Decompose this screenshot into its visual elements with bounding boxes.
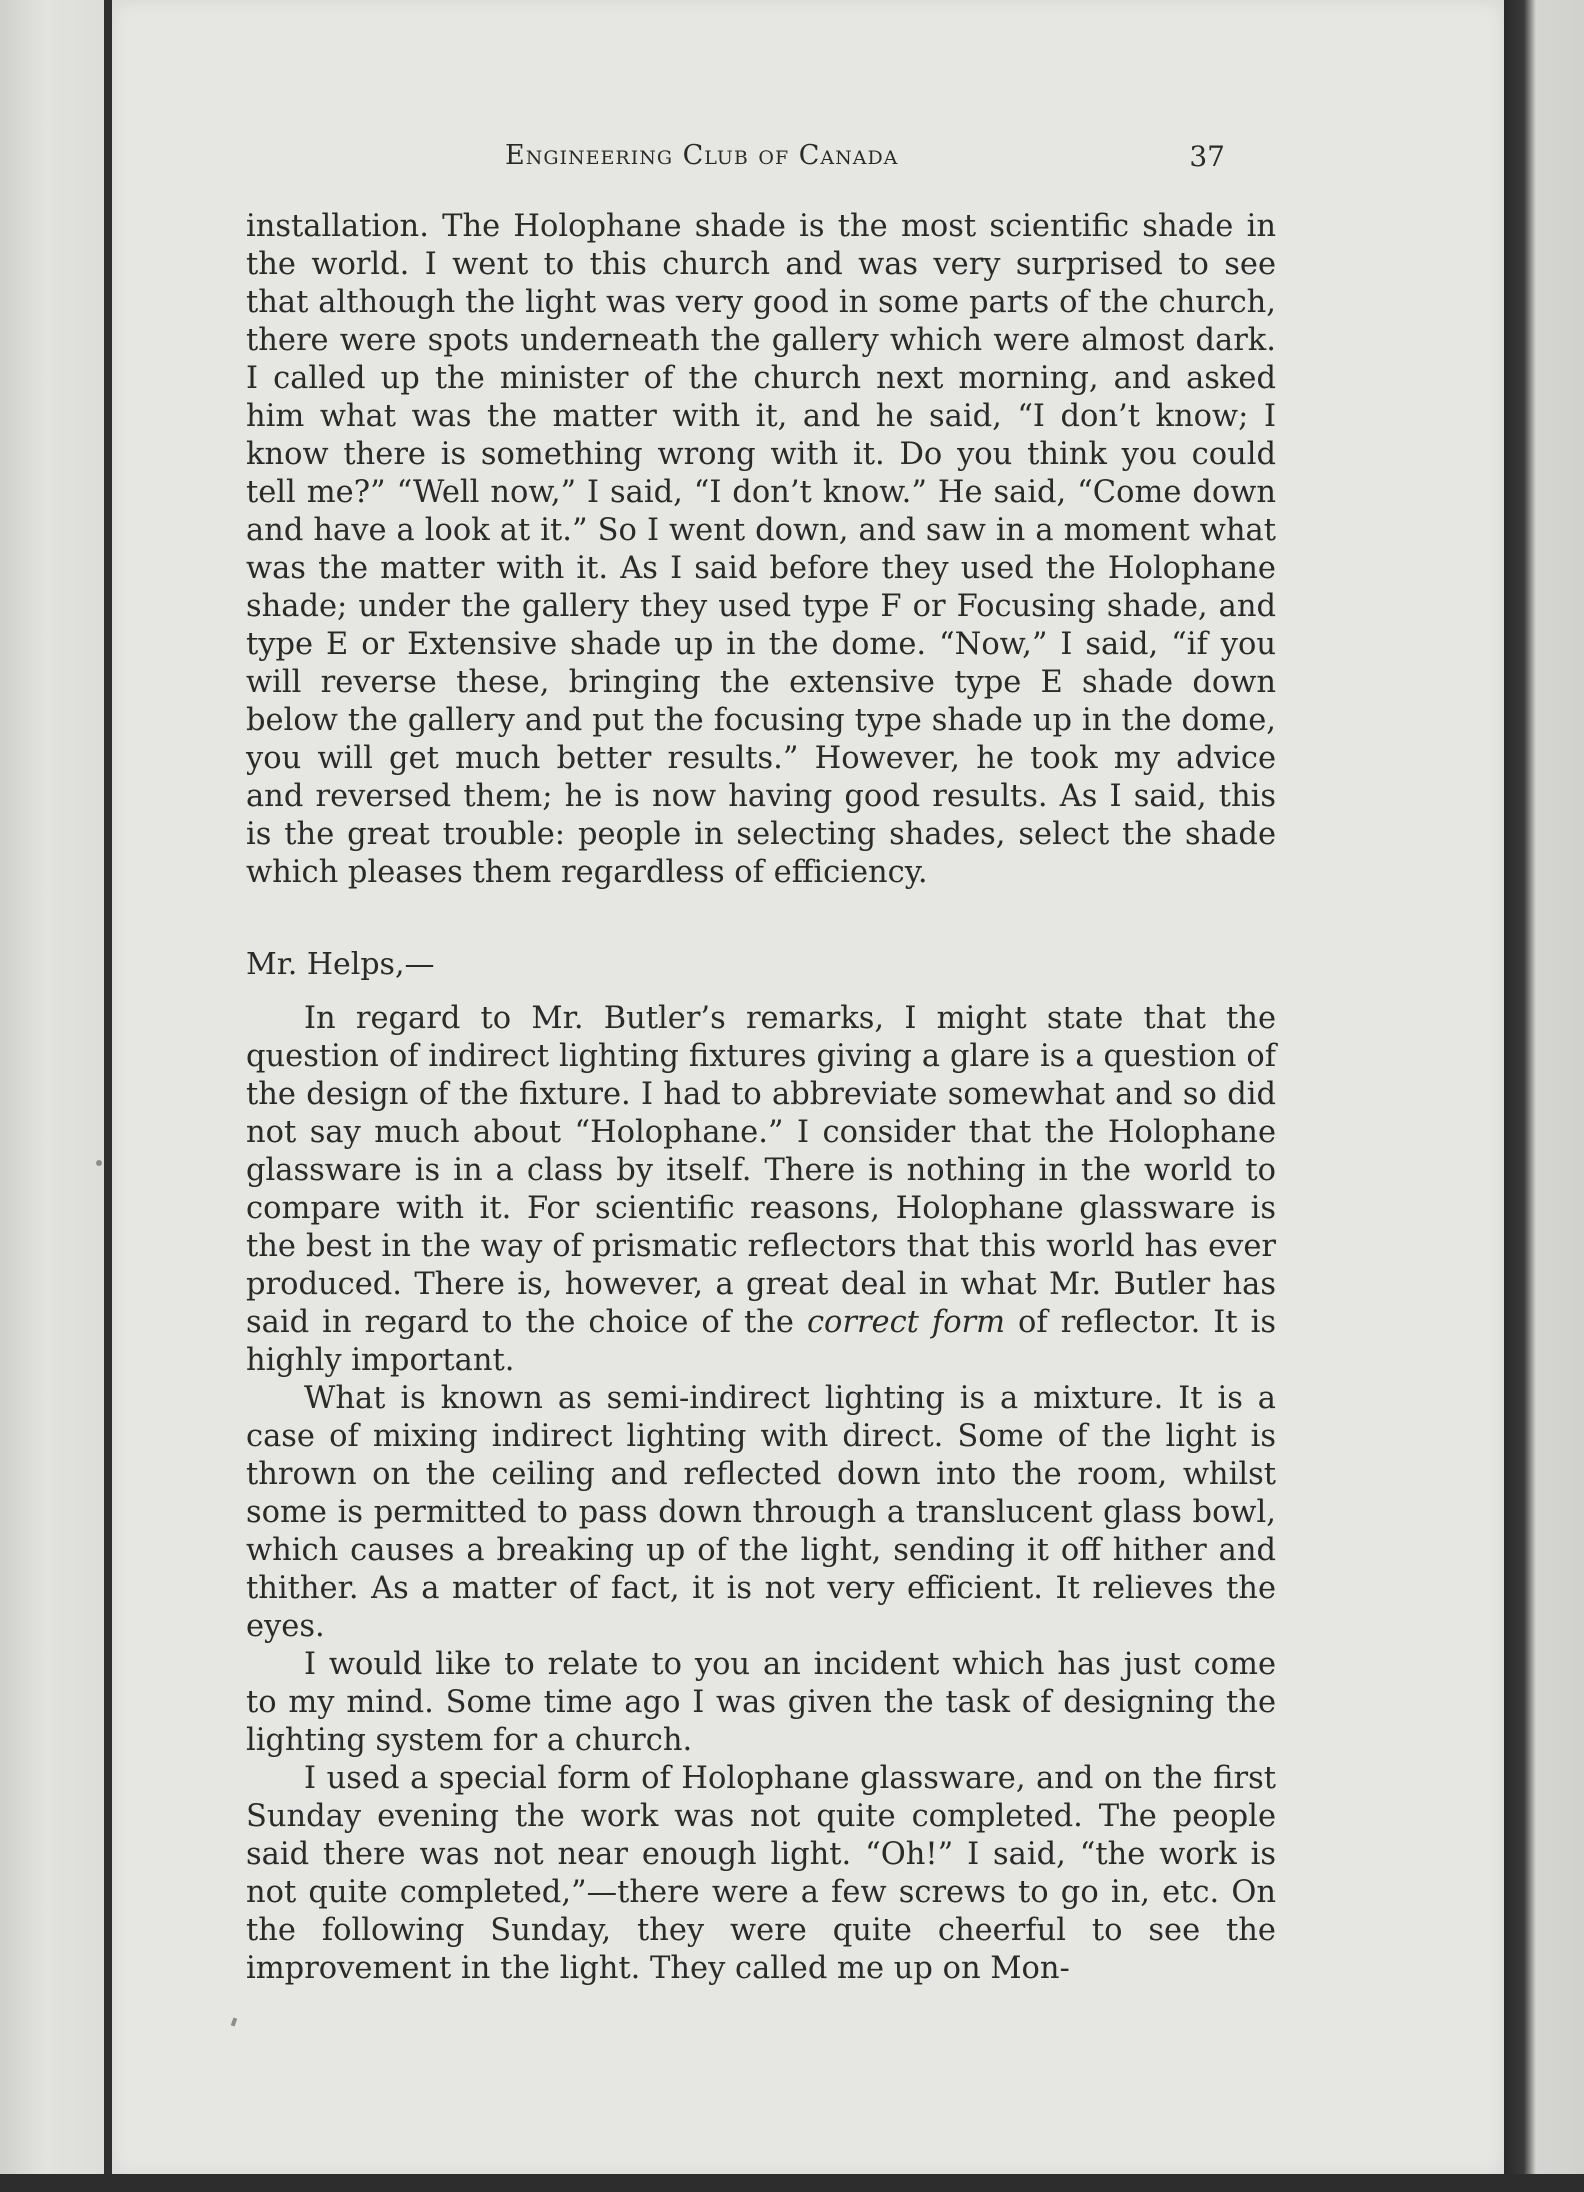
- document-body: [246, 208, 1276, 1988]
- page-header: [505, 140, 1225, 180]
- paragraph-5: I used a special form of Holophane glassware, and on the first Sunday evening the work was not quite completed. The people said there was not near enough light. “Oh!” I said, “the work is not quite completed,”—there were a few screws to go in, etc. On the following Sunday, they were quite cheerful to see the improvement in the light. They called me up on Mon-: [246, 1761, 1276, 1986]
- book-gutter: [104, 0, 112, 2192]
- paragraph-1: installation. The Holophane shade is the most scientific shade in the world. I went to this church and was very surprised to see that although the light was very good in some parts of the church, there were spots underneath the gallery which were almost dark. I called up the minister of the church next morning, and asked him what was the matter with it, and he said, “I don’t know; I know there is something wrong with it. Do you think you could tell me?” “Well now,” I said, “I don’t know.” He said, “Come down and have a look at it.” So I went down, and saw in a moment what was the matter with it. As I said before they used the Holophane shade; under the gallery they used type F or Focusing shade, and type E or Extensive shade up in the dome. “Now,” I said, “if you will reverse these, bringing the extensive type E shade down below the gallery and put the focusing type shade up in the dome, you will get much better results.” However, he took my advice and reversed them; he is now having good results. As I said, this is the great trouble: people in selecting shades, select the shade which pleases them regardless of efficiency.: [246, 209, 1276, 890]
- page-number: 37: [1189, 140, 1225, 173]
- speaker-heading: Mr. Helps,—: [246, 947, 435, 982]
- paragraph-2-text-a: In regard to Mr. Butler’s remarks, I might state that the question of indirect lighting fixtures giving a glare is a question of the design of the fixture. I had to abbreviate somewhat and so did not say much about “Holophane.” I consider that the Holophane glassware is in a class by itself. There is nothing in the world to compare with it. For scientific reasons, Holophane glassware is the best in the way of prismatic reflectors that this world has ever produced. There is, however, a great deal in what Mr. Butler has said in regard to the choice of the: [246, 1001, 1276, 1340]
- right-page-edge: [1504, 0, 1584, 2192]
- paragraph-2-text-b: of reflector. It is highly important.: [246, 1305, 1276, 1378]
- paragraph-3: What is known as semi-indirect lighting is a mixture. It is a case of mixing indirect lighting with direct. Some of the light is thrown on the ceiling and reflected down into the room, whilst some is permitted to pass down through a translucent glass bowl, which causes a breaking up of the light, sending it off hither and thither. As a matter of fact, it is not very efficient. It relieves the eyes.: [246, 1381, 1276, 1644]
- left-page-edge: [0, 0, 112, 2192]
- paragraph-2: [246, 1000, 1276, 1380]
- paragraph-2-italic: correct form: [806, 1305, 1006, 1340]
- bottom-page-edge: [0, 2174, 1584, 2192]
- paragraph-4: I would like to relate to you an incident which has just come to my mind. Some time ago I was given the task of designing the lighting system for a church.: [246, 1647, 1276, 1758]
- margin-speck: [96, 1160, 102, 1166]
- running-title: Engineering Club of Canada: [505, 140, 899, 171]
